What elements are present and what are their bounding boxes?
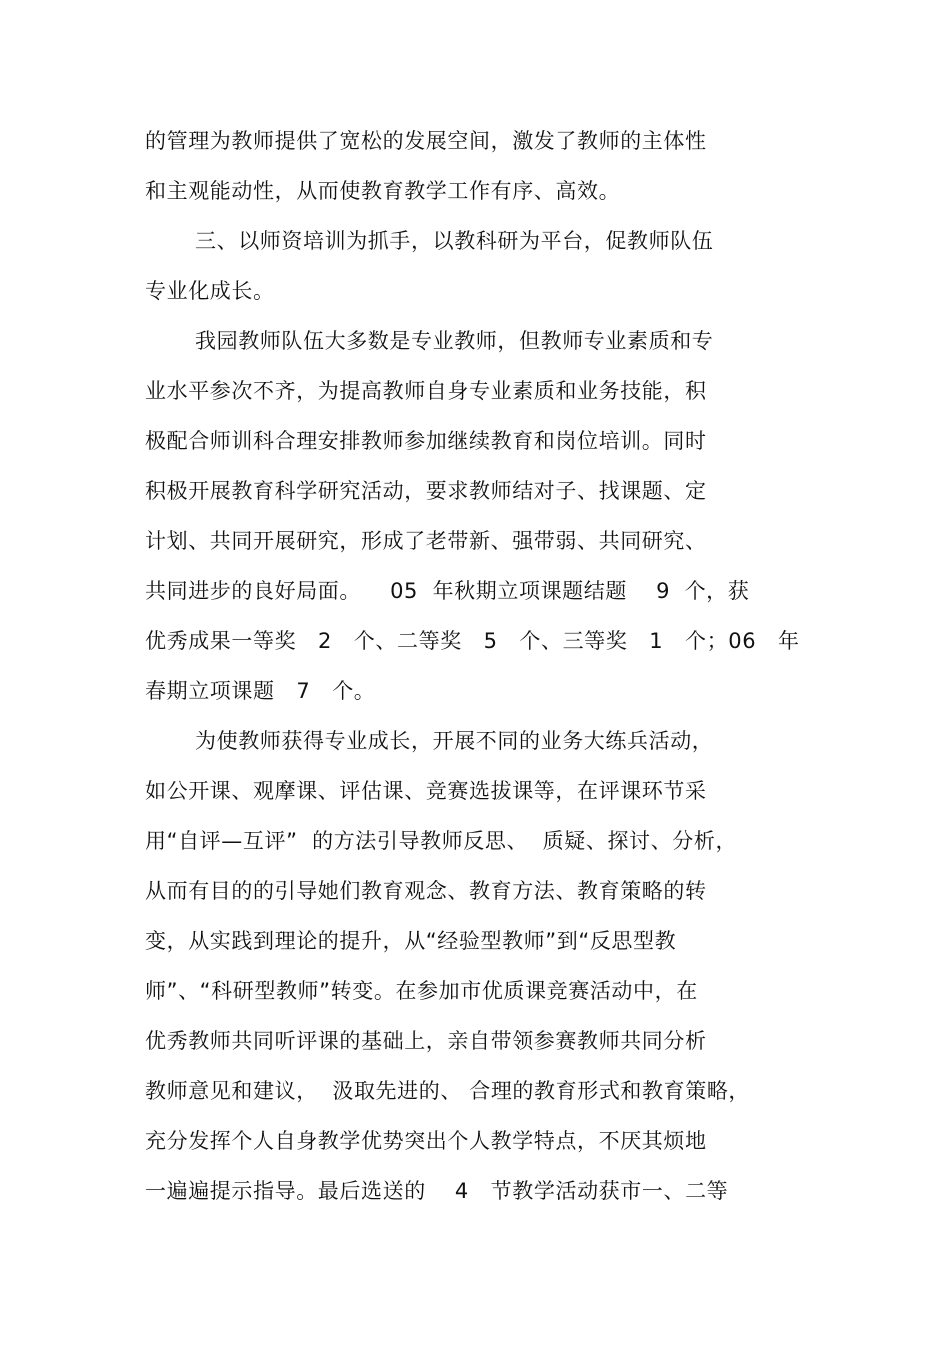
paragraph-line: 如公开课、观摩课、评估课、竞赛选拔课等，在评课环节采 — [145, 779, 707, 803]
paragraph-line: 教师意见和建议， 汲取先进的、 合理的教育形式和教育策略， — [145, 1079, 751, 1103]
paragraph-line: 一遍遍提示指导。最后选送的 4 节教学活动获市一、二等 — [145, 1179, 729, 1203]
paragraph-line: 师”、“科研型教师”转变。在参加市优质课竞赛活动中，在 — [145, 979, 698, 1003]
section-heading-line-2: 专业化成长。 — [145, 279, 275, 303]
section-heading-line-1: 三、以师资培训为抓手，以教科研为平台，促教师队伍 — [195, 229, 714, 253]
paragraph-line: 我园教师队伍大多数是专业教师，但教师专业素质和专 — [195, 329, 714, 353]
paragraph-line: 为使教师获得专业成长，开展不同的业务大练兵活动， — [195, 729, 714, 753]
text-line-2: 和主观能动性，从而使教育教学工作有序、高效。 — [145, 179, 621, 203]
paragraph-line: 从而有目的的引导她们教育观念、教育方法、教育策略的转 — [145, 879, 707, 903]
paragraph-line: 积极开展教育科学研究活动，要求教师结对子、找课题、定 — [145, 479, 707, 503]
paragraph-line: 变，从实践到理论的提升，从“经验型教师”到“反思型教 — [145, 929, 677, 953]
paragraph-line: 计划、共同开展研究，形成了老带新、强带弱、共同研究、 — [145, 529, 707, 553]
paragraph-line: 用“自评—互评” 的方法引导教师反思、 质疑、探讨、分析， — [145, 829, 738, 853]
paragraph-line: 极配合师训科合理安排教师参加继续教育和岗位培训。同时 — [145, 429, 707, 453]
paragraph-line: 充分发挥个人自身教学优势突出个人教学特点，不厌其烦地 — [145, 1129, 707, 1153]
paragraph-line: 优秀教师共同听评课的基础上，亲自带领参赛教师共同分析 — [145, 1029, 707, 1053]
paragraph-line: 优秀成果一等奖 2 个、二等奖 5 个、三等奖 1 个；06 年 — [145, 629, 800, 653]
paragraph-line: 共同进步的良好局面。 05 年秋期立项课题结题 9 个，获 — [145, 579, 750, 603]
paragraph-line: 业水平参次不齐，为提高教师自身专业素质和业务技能，积 — [145, 379, 707, 403]
paragraph-line: 春期立项课题 7 个。 — [145, 679, 376, 703]
text-line-1: 的管理为教师提供了宽松的发展空间，激发了教师的主体性 — [145, 129, 707, 153]
